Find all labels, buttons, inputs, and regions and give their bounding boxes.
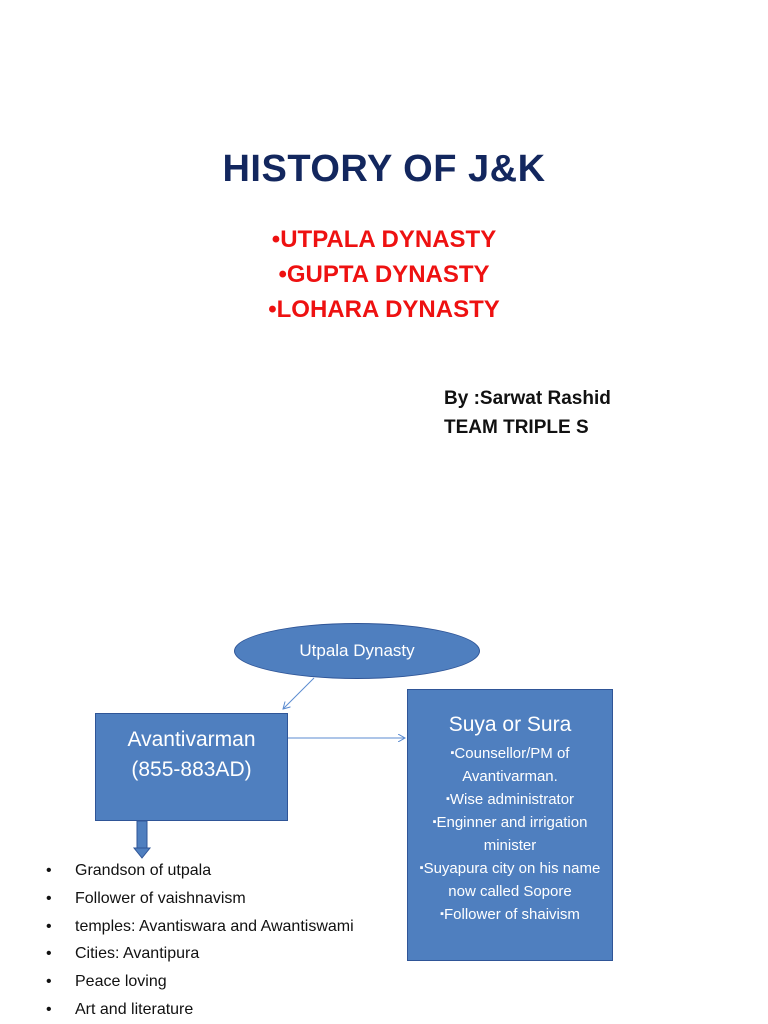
author-block	[444, 384, 611, 442]
minister-points	[408, 742, 612, 926]
dynasty-oval	[234, 623, 480, 679]
fact-item: • Cities: Avantipura	[46, 940, 354, 968]
minister-title: Suya or Sura	[448, 713, 572, 736]
fact-item: • temples: Avantiswara and Awantiswami	[46, 913, 354, 941]
slide-title: HISTORY OF J&K	[222, 148, 546, 190]
king-name: Avantivarman	[127, 728, 256, 751]
dynasty-item-gupta: •GUPTA DYNASTY	[278, 261, 490, 288]
fact-item: • Grandson of utpala	[46, 857, 354, 885]
oval-to-king-arrow	[283, 678, 314, 709]
king-years: (855-883AD)	[131, 758, 252, 781]
dynasty-list	[0, 222, 768, 327]
minister-point: ▪ Counsellor/PM of Avantivarman.	[414, 742, 606, 788]
king-box	[95, 713, 288, 821]
minister-point: ▪ Wise administrator	[414, 788, 606, 811]
minister-point: ▪ Follower of shaivism	[414, 903, 606, 926]
dynasty-item-lohara: •LOHARA DYNASTY	[268, 296, 500, 323]
king-facts-list	[46, 857, 354, 1024]
team-name: TEAM TRIPLE S	[444, 417, 589, 438]
minister-box	[407, 689, 613, 961]
utpala-dynasty-slide	[0, 560, 768, 1024]
down-block-arrow	[134, 821, 150, 858]
fact-item: • Art and literature	[46, 996, 354, 1024]
author-name: By :Sarwat Rashid	[444, 388, 611, 409]
fact-item: • Follower of vaishnavism	[46, 885, 354, 913]
fact-item: • Peace loving	[46, 968, 354, 996]
minister-point: ▪ Suyapura city on his name now called Sopore	[414, 857, 606, 903]
dynasty-oval-label: Utpala Dynasty	[299, 641, 415, 660]
dynasty-item-utpala: •UTPALA DYNASTY	[271, 226, 497, 253]
minister-point: ▪ Enginner and irrigation minister	[414, 811, 606, 857]
